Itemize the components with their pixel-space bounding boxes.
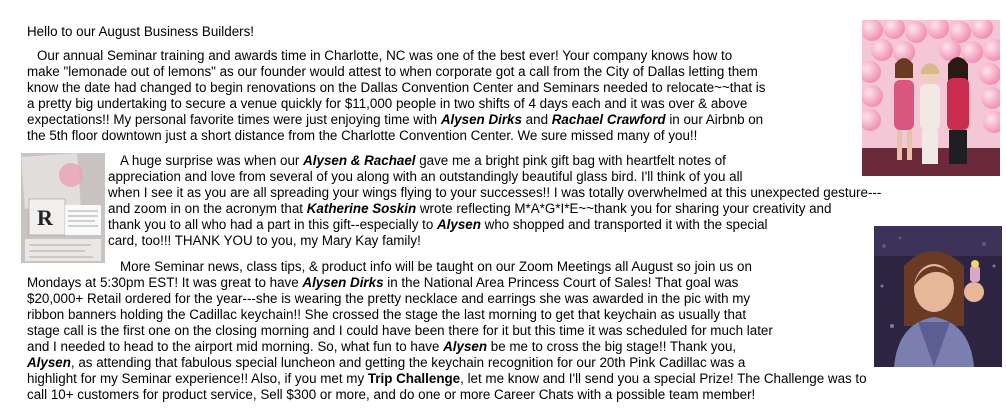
p1-line-3: know the date had changed to begin renovations on the Dallas Convention Center and Seminars needed to relocate~~that is	[27, 80, 766, 95]
p2-line-4: and zoom in on the acronym that Katherine Soskin wrote reflecting M*A*G*I*E~~thank you for sharing your creativity and	[108, 201, 832, 216]
p3-line-4: ribbon banners holding the Cadillac keychain!! She crossed the stage the last morning to get that keychain as usually that	[27, 307, 747, 322]
greeting: Hello to our August Business Builders!	[27, 24, 255, 39]
p2-line-3: when I see it as you are all spreading your wings flying to your successes!! I was totally overwhelmed at this unexpected gesture---	[108, 185, 882, 200]
name-rachael-crawford: Rachael Crawford	[551, 112, 666, 127]
p2-line-1: A huge surprise was when our Alysen & Rachael gave me a bright pink gift bag with heartfelt notes of	[120, 153, 726, 168]
p2-line-5: thank you to all who had a part in this gift--especially to Alysen who shopped and transported it with the special	[108, 217, 768, 232]
p2-line-2: appreciation and love from several of you along with an outstandingly beautiful glass bird. I'll think of you all	[108, 169, 743, 184]
trip-challenge: Trip Challenge	[367, 371, 461, 386]
p1-line-1: Our annual Seminar training and awards time in Charlotte, NC was one of the best ever! Your company knows how to	[37, 48, 733, 63]
p3-line-2: Mondays at 5:30pm EST! It was great to have Alysen Dirks in the National Area Princess Court of Sales! That goal was	[27, 275, 739, 290]
gift-card-photo	[21, 153, 105, 263]
p2-line-6: card, too!!! THANK YOU to you, my Mary Kay family!	[108, 233, 421, 248]
p3-line-1: More Seminar news, class tips, & product info will be taught on our Zoom Meetings all August so join us on	[120, 259, 752, 274]
keychain-selfie-photo	[874, 226, 1002, 367]
name-alysen-dirks: Alysen Dirks	[440, 112, 522, 127]
p3-line-7: Alysen, as attending that fabulous special luncheon and getting the keychain recognition for our 20th Pink Cadillac was a	[27, 355, 746, 370]
p3-line-3: $20,000+ Retail ordered for the year---she is wearing the pretty necklace and earrings she was awarded in the pic with my	[27, 291, 751, 306]
p3-line-6: and I needed to head to the airport mid morning. So, what fun to have Alysen be me to cross the big stage!! Thank you,	[27, 339, 737, 354]
p3-line-9: call 10+ customers for product service, Sell $300 or more, and do one or more Career Chats with a possible team member!	[27, 387, 756, 402]
p3-line-5: stage call is the first one on the closing morning and I could have been there for it but this time it was scheduled for much later	[27, 323, 773, 338]
p1-line-2: make "lemonade out of lemons" as our founder would attest to when corporate got a call from the City of Dallas letting them	[27, 64, 758, 79]
p3-line-8: highlight for my Seminar experience!! Also, if you met my Trip Challenge, let me know and I'll send you a special Prize! The Challenge was to	[27, 371, 867, 386]
p1-line-5: expectations!! My personal favorite times were just enjoying time with Alysen Dirks and Rachael Crawford in our Airbnb on	[27, 112, 764, 127]
card-letter: R	[37, 205, 53, 230]
seminar-group-photo	[862, 20, 1000, 176]
p1-line-4: a pretty big undertaking to secure a venue quickly for $11,000 people in two shifts of 4 days each and it was over & above	[27, 96, 748, 111]
p1-line-6: the 5th floor downtown just a short distance from the Charlotte Convention Center. We sure missed many of you!!	[27, 128, 698, 143]
